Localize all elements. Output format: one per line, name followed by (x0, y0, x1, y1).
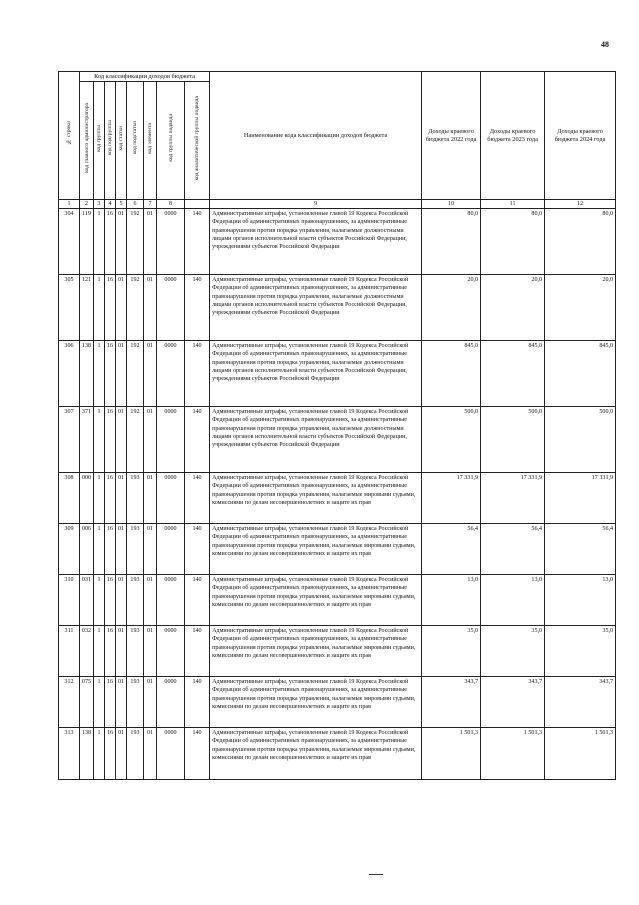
row-number-header: № строки (59, 72, 80, 200)
revenue-2023-cell: 56,4 (481, 524, 545, 575)
element-code-cell: 01 (144, 575, 157, 626)
admin-code-cell: 000 (80, 473, 94, 524)
table-row (59, 341, 616, 407)
table-row (59, 275, 616, 341)
subtype-code-cell: 0000 (157, 575, 185, 626)
article-code-cell: 01 (116, 341, 127, 407)
element-code-cell: 01 (144, 473, 157, 524)
article-code-cell: 01 (116, 473, 127, 524)
name-cell: Административные штрафы, установленные главой 19 Кодекса Российской Федерации об административных правонарушениях, за административные правонарушения против порядка управления, налагаемые мировыми судьями, комиссиями по делам несовершеннолетних и защите их прав (210, 677, 422, 728)
subgroup-code-cell: 16 (105, 626, 116, 677)
element-code-cell: 01 (144, 407, 157, 473)
subtype-code-cell: 0000 (157, 677, 185, 728)
table-row (59, 575, 616, 626)
admin-code-cell: 075 (80, 677, 94, 728)
column-number: 3 (94, 200, 105, 209)
code-group-header: код группы (94, 82, 105, 200)
analytic-code-cell: 140 (185, 524, 210, 575)
analytic-code-cell: 140 (185, 626, 210, 677)
subarticle-code-cell: 192 (127, 209, 144, 275)
revenue-2024-cell: 13,0 (545, 575, 616, 626)
column-number: 8 (157, 200, 185, 209)
subgroup-code-cell: 16 (105, 677, 116, 728)
revenue-2023-cell: 343,7 (481, 677, 545, 728)
revenue-2022-cell: 17 331,9 (422, 473, 481, 524)
row-number-cell: 305 (59, 275, 80, 341)
row-number-cell: 307 (59, 407, 80, 473)
revenue-2022-cell: 1 501,3 (422, 728, 481, 780)
subarticle-code-cell: 192 (127, 407, 144, 473)
table-row (59, 626, 616, 677)
revenue-2023-cell: 80,0 (481, 209, 545, 275)
column-number: 2 (80, 200, 94, 209)
revenue-2022-cell: 500,0 (422, 407, 481, 473)
classification-group-header: Код классификации доходов бюджета (80, 72, 210, 82)
group-code-cell: 1 (94, 473, 105, 524)
code-article-header: код статьи (116, 82, 127, 200)
revenue-2024-cell: 35,0 (545, 626, 616, 677)
revenue-2022-cell: 13,0 (422, 575, 481, 626)
column-number: 1 (59, 200, 80, 209)
column-number: 12 (545, 200, 616, 209)
column-number: 9 (210, 200, 422, 209)
subarticle-code-cell: 192 (127, 275, 144, 341)
group-code-cell: 1 (94, 626, 105, 677)
subgroup-code-cell: 16 (105, 407, 116, 473)
code-subtype-group-header: код группы подвида (157, 82, 185, 200)
admin-code-cell: 138 (80, 728, 94, 780)
revenue-2023-cell: 35,0 (481, 626, 545, 677)
element-code-cell: 01 (144, 341, 157, 407)
subarticle-code-cell: 192 (127, 341, 144, 407)
revenue-2022-cell: 20,0 (422, 275, 481, 341)
admin-code-cell: 119 (80, 209, 94, 275)
name-cell: Административные штрафы, установленные главой 19 Кодекса Российской Федерации об административных правонарушениях, за административные правонарушения против порядка управления, налагаемые должностными лицами органов исполнительной власти субъектов Российской Федерации, учреждениями субъектов Российской Федерации (210, 407, 422, 473)
table-row (59, 677, 616, 728)
subarticle-code-cell: 193 (127, 524, 144, 575)
subarticle-code-cell: 193 (127, 728, 144, 780)
admin-code-cell: 138 (80, 341, 94, 407)
group-code-cell: 1 (94, 275, 105, 341)
subtype-code-cell: 0000 (157, 728, 185, 780)
code-element-header: код элемента (144, 82, 157, 200)
revenue-2022-header: Доходы краевого бюджета 2022 года (422, 72, 481, 200)
analytic-code-cell: 140 (185, 407, 210, 473)
element-code-cell: 01 (144, 275, 157, 341)
subarticle-code-cell: 193 (127, 473, 144, 524)
analytic-code-cell: 140 (185, 473, 210, 524)
element-code-cell: 01 (144, 626, 157, 677)
subtype-code-cell: 0000 (157, 524, 185, 575)
analytic-code-cell: 140 (185, 677, 210, 728)
name-cell: Административные штрафы, установленные главой 19 Кодекса Российской Федерации об административных правонарушениях, за административные правонарушения против порядка управления, налагаемые должностными лицами органов исполнительной власти субъектов Российской Федерации, учреждениями субъектов Российской Федерации (210, 341, 422, 407)
revenue-2024-cell: 20,0 (545, 275, 616, 341)
row-number-cell: 309 (59, 524, 80, 575)
table-row (59, 524, 616, 575)
article-code-cell: 01 (116, 524, 127, 575)
subtype-code-cell: 0000 (157, 209, 185, 275)
revenue-2023-cell: 20,0 (481, 275, 545, 341)
admin-code-cell: 031 (80, 575, 94, 626)
table-body (59, 209, 616, 780)
row-number-cell: 310 (59, 575, 80, 626)
group-code-cell: 1 (94, 341, 105, 407)
subgroup-code-cell: 16 (105, 275, 116, 341)
page-number: 48 (601, 40, 609, 49)
revenue-2023-cell: 1 501,3 (481, 728, 545, 780)
subgroup-code-cell: 16 (105, 524, 116, 575)
column-number-row (59, 200, 616, 209)
revenue-2023-header: Доходы краевого бюджета 2023 года (481, 72, 545, 200)
subgroup-code-cell: 16 (105, 209, 116, 275)
name-cell: Административные штрафы, установленные главой 19 Кодекса Российской Федерации об административных правонарушениях, за административные правонарушения против порядка управления, налагаемые мировыми судьями, комиссиями по делам несовершеннолетних и защите их прав (210, 626, 422, 677)
revenue-2024-header: Доходы краевого бюджета 2024 года (545, 72, 616, 200)
code-subarticle-header: код подстатьи (127, 82, 144, 200)
group-code-cell: 1 (94, 407, 105, 473)
name-cell: Административные штрафы, установленные главой 19 Кодекса Российской Федерации об административных правонарушениях, за административные правонарушения против порядка управления, налагаемые должностными лицами органов исполнительной власти субъектов Российской Федерации, учреждениями субъектов Российской Федерации (210, 209, 422, 275)
analytic-code-cell: 140 (185, 728, 210, 780)
name-cell: Административные штрафы, установленные главой 19 Кодекса Российской Федерации об административных правонарушениях, за административные правонарушения против порядка управления, налагаемые мировыми судьями, комиссиями по делам несовершеннолетних и защите их прав (210, 524, 422, 575)
row-number-cell: 306 (59, 341, 80, 407)
header-row-top (59, 72, 616, 82)
subarticle-code-cell: 193 (127, 677, 144, 728)
name-column-header: Наименование кода классификации доходов бюджета (210, 72, 422, 200)
table-row (59, 209, 616, 275)
code-analytic-group-header: код аналитической группы подвида (185, 82, 210, 200)
column-number: 7 (144, 200, 157, 209)
group-code-cell: 1 (94, 677, 105, 728)
name-cell: Административные штрафы, установленные главой 19 Кодекса Российской Федерации об административных правонарушениях, за административные правонарушения против порядка управления, налагаемые мировыми судьями, комиссиями по делам несовершеннолетних и защите их прав (210, 575, 422, 626)
revenue-2024-cell: 80,0 (545, 209, 616, 275)
code-subgroup-header: код подгруппы (105, 82, 116, 200)
revenue-2024-cell: 56,4 (545, 524, 616, 575)
revenue-2024-cell: 17 331,9 (545, 473, 616, 524)
admin-code-cell: 121 (80, 275, 94, 341)
revenue-2022-cell: 80,0 (422, 209, 481, 275)
column-number (185, 200, 210, 209)
table-row (59, 407, 616, 473)
revenue-2023-cell: 500,0 (481, 407, 545, 473)
subtype-code-cell: 0000 (157, 626, 185, 677)
revenue-2024-cell: 343,7 (545, 677, 616, 728)
name-cell: Административные штрафы, установленные главой 19 Кодекса Российской Федерации об административных правонарушениях, за административные правонарушения против порядка управления, налагаемые мировыми судьями, комиссиями по делам несовершеннолетних и защите их прав (210, 473, 422, 524)
budget-revenue-table (58, 71, 616, 780)
column-number: 5 (116, 200, 127, 209)
subgroup-code-cell: 16 (105, 473, 116, 524)
code-admin-header: код главного администратора (80, 82, 94, 200)
subarticle-code-cell: 193 (127, 575, 144, 626)
revenue-2023-cell: 13,0 (481, 575, 545, 626)
element-code-cell: 01 (144, 209, 157, 275)
element-code-cell: 01 (144, 677, 157, 728)
revenue-2022-cell: 56,4 (422, 524, 481, 575)
subgroup-code-cell: 16 (105, 341, 116, 407)
group-code-cell: 1 (94, 209, 105, 275)
element-code-cell: 01 (144, 524, 157, 575)
subgroup-code-cell: 16 (105, 575, 116, 626)
row-number-cell: 312 (59, 677, 80, 728)
row-number-cell: 313 (59, 728, 80, 780)
table-row (59, 473, 616, 524)
revenue-2024-cell: 845,0 (545, 341, 616, 407)
article-code-cell: 01 (116, 677, 127, 728)
subtype-code-cell: 0000 (157, 341, 185, 407)
row-number-cell: 311 (59, 626, 80, 677)
revenue-2023-cell: 17 331,9 (481, 473, 545, 524)
admin-code-cell: 371 (80, 407, 94, 473)
analytic-code-cell: 140 (185, 575, 210, 626)
footer-mark (369, 874, 383, 875)
column-number: 6 (127, 200, 144, 209)
group-code-cell: 1 (94, 575, 105, 626)
revenue-2023-cell: 845,0 (481, 341, 545, 407)
subtype-code-cell: 0000 (157, 407, 185, 473)
element-code-cell: 01 (144, 728, 157, 780)
article-code-cell: 01 (116, 626, 127, 677)
revenue-2024-cell: 500,0 (545, 407, 616, 473)
subtype-code-cell: 0000 (157, 275, 185, 341)
column-number: 11 (481, 200, 545, 209)
subarticle-code-cell: 193 (127, 626, 144, 677)
subgroup-code-cell: 16 (105, 728, 116, 780)
article-code-cell: 01 (116, 209, 127, 275)
article-code-cell: 01 (116, 728, 127, 780)
row-number-cell: 304 (59, 209, 80, 275)
admin-code-cell: 006 (80, 524, 94, 575)
revenue-2024-cell: 1 501,3 (545, 728, 616, 780)
revenue-2022-cell: 845,0 (422, 341, 481, 407)
row-number-cell: 308 (59, 473, 80, 524)
analytic-code-cell: 140 (185, 275, 210, 341)
column-number: 10 (422, 200, 481, 209)
subtype-code-cell: 0000 (157, 473, 185, 524)
table-row (59, 728, 616, 780)
article-code-cell: 01 (116, 407, 127, 473)
column-number: 4 (105, 200, 116, 209)
name-cell: Административные штрафы, установленные главой 19 Кодекса Российской Федерации об административных правонарушениях, за административные правонарушения против порядка управления, налагаемые должностными лицами органов исполнительной власти субъектов Российской Федерации, учреждениями субъектов Российской Федерации (210, 275, 422, 341)
revenue-2022-cell: 343,7 (422, 677, 481, 728)
analytic-code-cell: 140 (185, 341, 210, 407)
name-cell: Административные штрафы, установленные главой 19 Кодекса Российской Федерации об административных правонарушениях, за административные правонарушения против порядка управления, налагаемые мировыми судьями, комиссиями по делам несовершеннолетних и защите их прав (210, 728, 422, 780)
article-code-cell: 01 (116, 575, 127, 626)
admin-code-cell: 032 (80, 626, 94, 677)
revenue-2022-cell: 35,0 (422, 626, 481, 677)
article-code-cell: 01 (116, 275, 127, 341)
group-code-cell: 1 (94, 728, 105, 780)
group-code-cell: 1 (94, 524, 105, 575)
analytic-code-cell: 140 (185, 209, 210, 275)
